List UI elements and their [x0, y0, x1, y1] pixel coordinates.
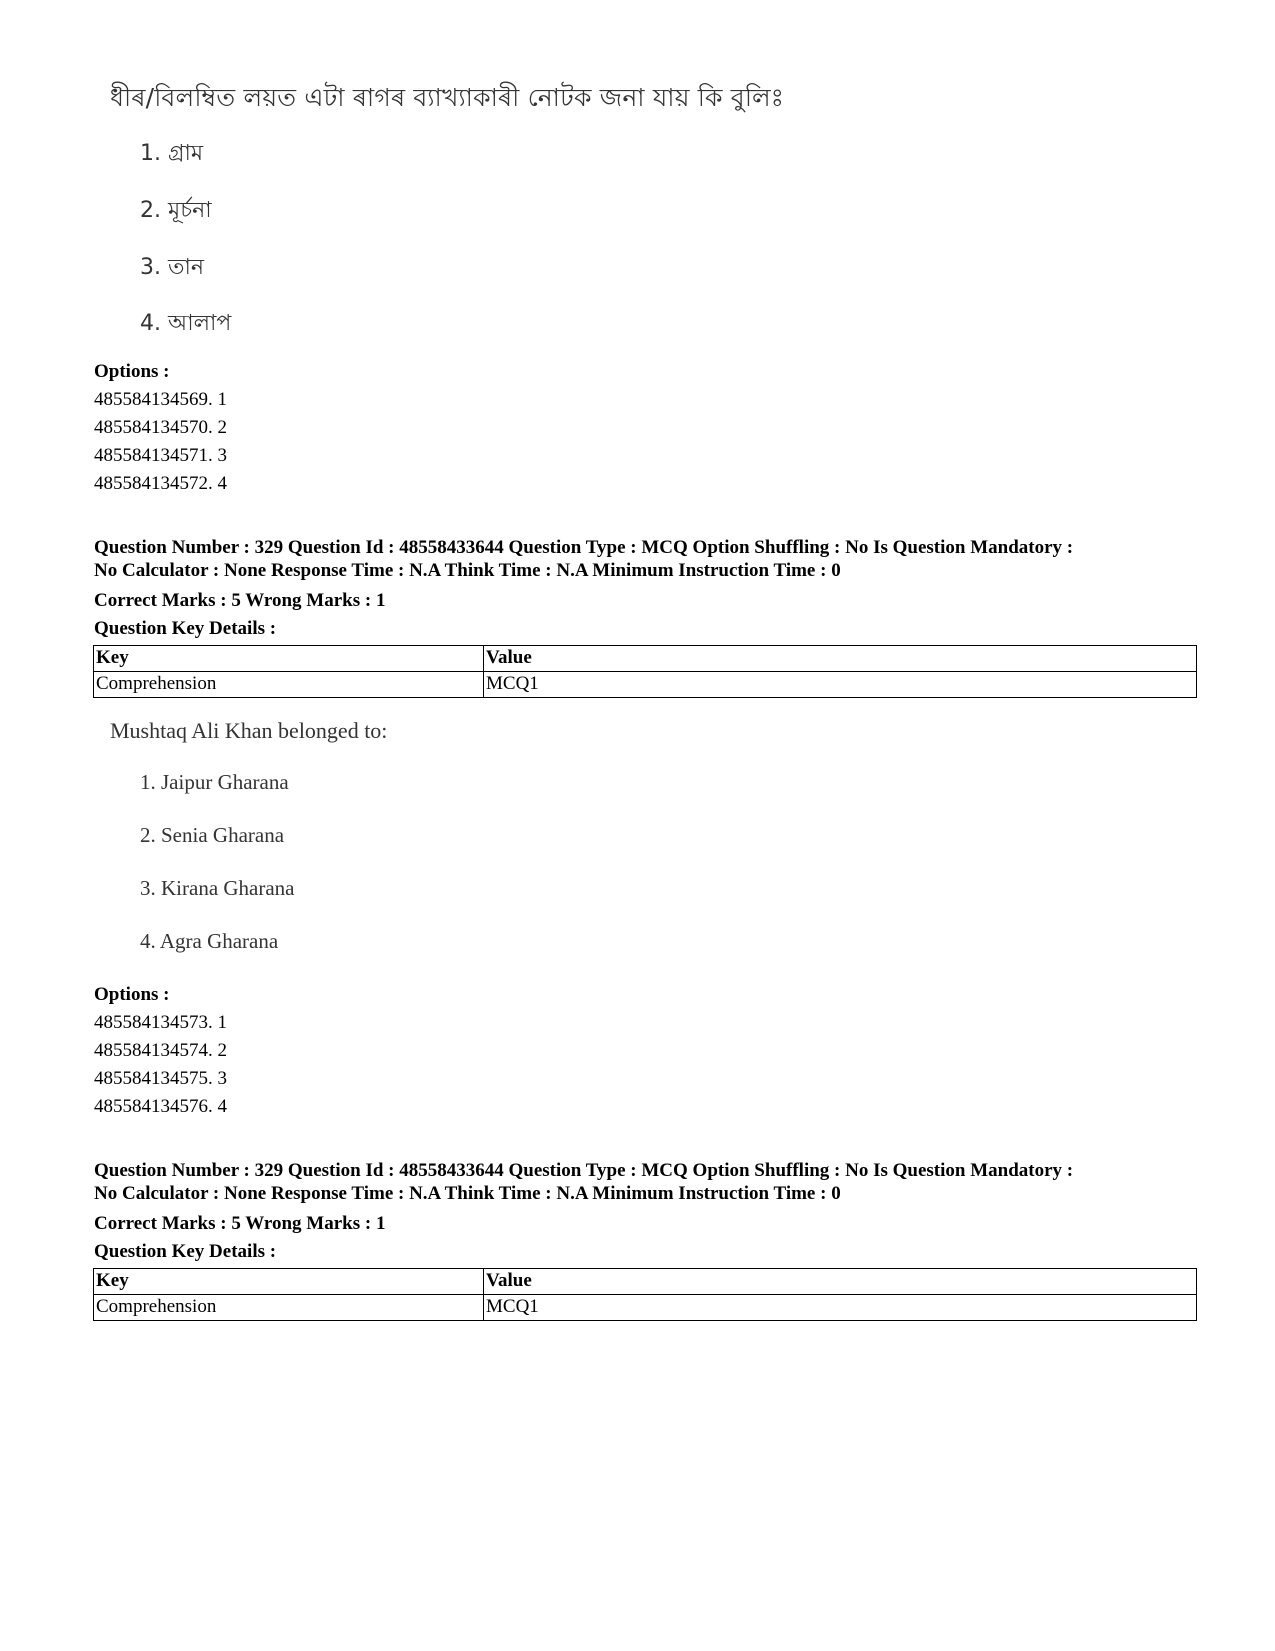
question-meta-1-line-1: Question Number : 329 Question Id : 48558433644 Question Type : MCQ Option Shuffling : No Is Question Mandatory : [94, 537, 1074, 558]
table-header-row [94, 1269, 1197, 1295]
question-meta-2-line-2: No Calculator : None Response Time : N.A Think Time : N.A Minimum Instruction Time : 0 [94, 1183, 841, 1204]
options-label-1: Options : [94, 361, 170, 382]
table-row [94, 1295, 1197, 1321]
key-details-table-1 [93, 645, 1197, 698]
table-header-key: Key [94, 646, 484, 672]
option-1-4: 485584134572. 4 [94, 473, 227, 494]
table-cell-key: Comprehension [94, 1295, 484, 1321]
key-details-table-2 [93, 1268, 1197, 1321]
key-details-label-2: Question Key Details : [94, 1241, 277, 1262]
question-1-choice-1: 1. গ্রাম [140, 141, 204, 166]
question-2-choice-2: 2. Senia Gharana [140, 823, 285, 847]
question-1-choice-4: 4. আলাপ [140, 311, 232, 336]
question-2-choice-1: 1. Jaipur Gharana [140, 770, 289, 794]
option-1-3: 485584134571. 3 [94, 445, 227, 466]
option-2-1: 485584134573. 1 [94, 1012, 227, 1033]
question-meta-1 [94, 536, 1204, 582]
question-meta-2-line-1: Question Number : 329 Question Id : 48558433644 Question Type : MCQ Option Shuffling : No Is Question Mandatory : [94, 1160, 1074, 1181]
options-label-2: Options : [94, 984, 170, 1005]
key-details-label-1: Question Key Details : [94, 618, 277, 639]
question-1-choice-3: 3. তান [140, 255, 205, 280]
table-header-value: Value [484, 1269, 1197, 1295]
option-2-4: 485584134576. 4 [94, 1096, 227, 1117]
table-cell-value: MCQ1 [484, 672, 1197, 698]
table-cell-key: Comprehension [94, 672, 484, 698]
marks-1: Correct Marks : 5 Wrong Marks : 1 [94, 590, 386, 611]
option-1-1: 485584134569. 1 [94, 389, 227, 410]
question-1-stem: ধীৰ/বিলম্বিত লয়ত এটা ৰাগৰ ব্যাখ্যাকাৰী নোটক জনা যায় কি বুলিঃ [110, 83, 785, 112]
question-1-choice-2: 2. মূৰ্চনা [140, 198, 212, 223]
option-2-2: 485584134574. 2 [94, 1040, 227, 1061]
question-2-choice-3: 3. Kirana Gharana [140, 876, 295, 900]
marks-2: Correct Marks : 5 Wrong Marks : 1 [94, 1213, 386, 1234]
table-cell-value: MCQ1 [484, 1295, 1197, 1321]
table-header-row [94, 646, 1197, 672]
option-1-2: 485584134570. 2 [94, 417, 227, 438]
question-meta-1-line-2: No Calculator : None Response Time : N.A Think Time : N.A Minimum Instruction Time : 0 [94, 560, 841, 581]
question-meta-2 [94, 1159, 1204, 1205]
table-header-value: Value [484, 646, 1197, 672]
table-row [94, 672, 1197, 698]
question-2-choice-4: 4. Agra Gharana [140, 929, 279, 953]
table-header-key: Key [94, 1269, 484, 1295]
option-2-3: 485584134575. 3 [94, 1068, 227, 1089]
question-2-stem: Mushtaq Ali Khan belonged to: [110, 718, 388, 743]
